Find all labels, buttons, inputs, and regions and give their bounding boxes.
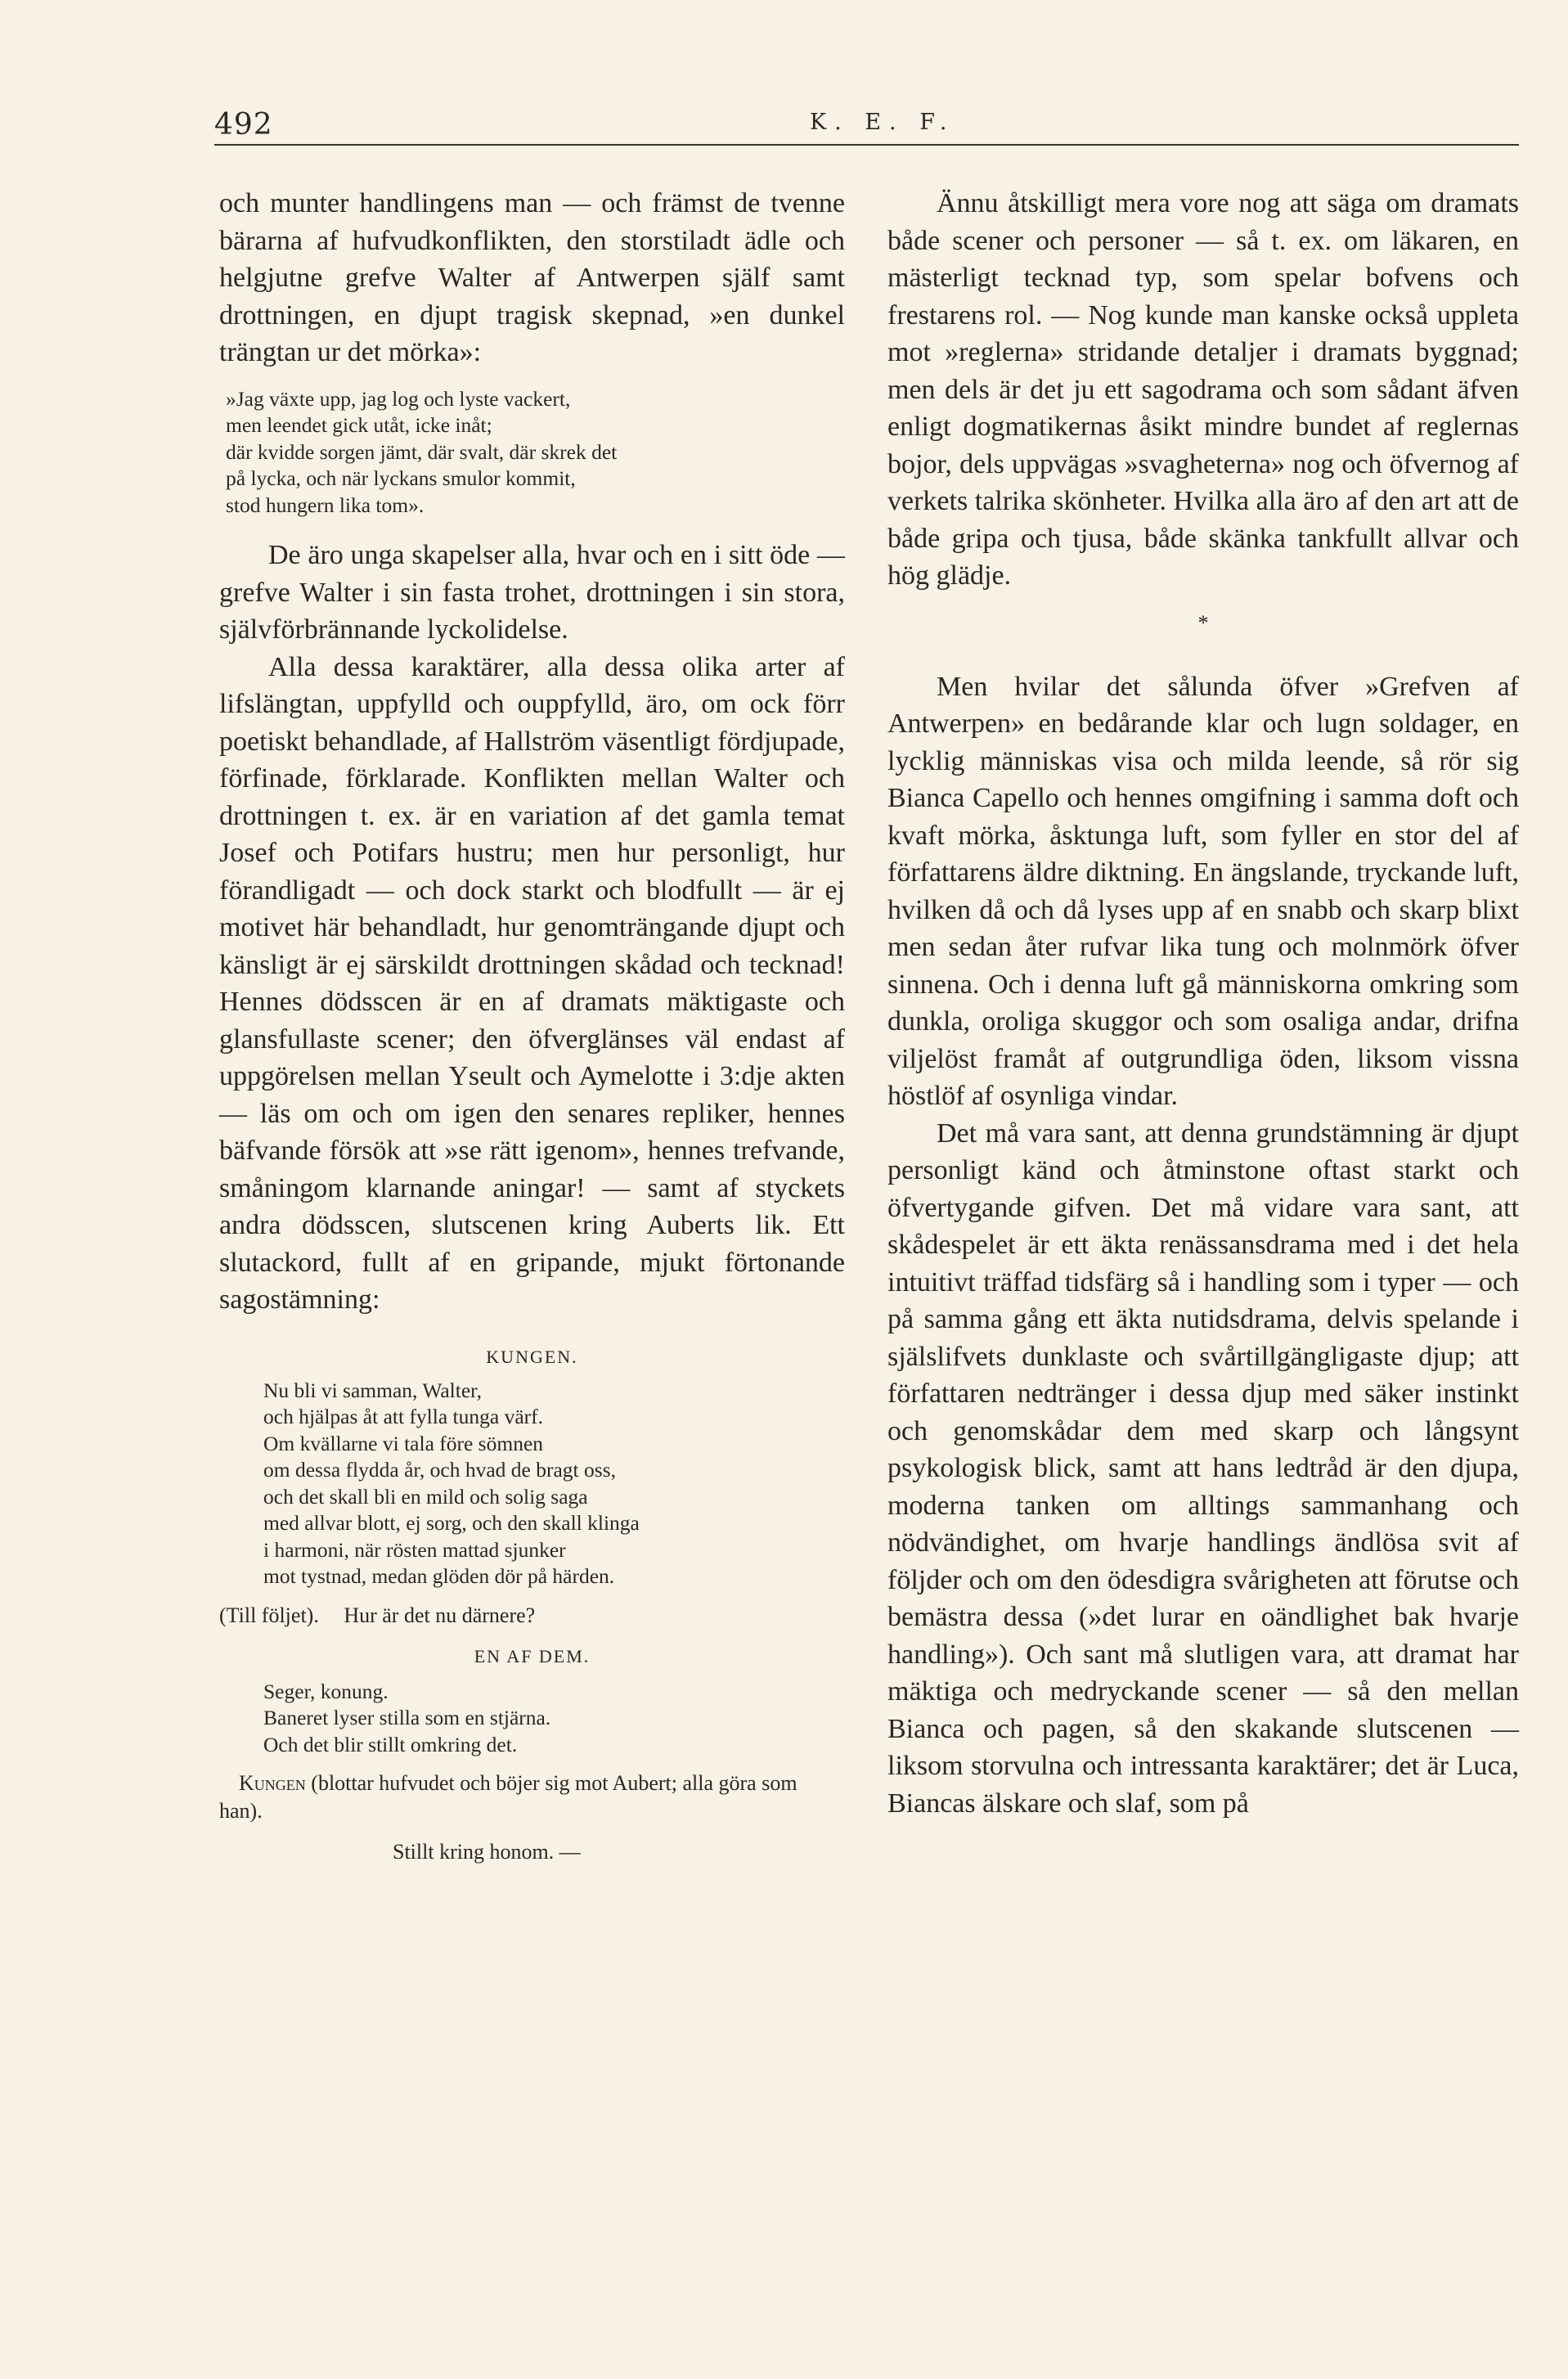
- verse-line: Baneret lyser stilla som en stjärna.: [263, 1706, 551, 1729]
- right-column: [887, 185, 1519, 1822]
- stage-direction-text: (Till följet).: [219, 1603, 319, 1627]
- verse-line: Seger, konung.: [263, 1679, 389, 1703]
- left-column: [219, 185, 845, 1866]
- verse-line: stod hungern lika tom».: [226, 492, 425, 517]
- verse-line: Och det blir stillt omkring det.: [263, 1732, 518, 1756]
- verse-line: Om kvällarne vi tala före sömnen: [263, 1431, 544, 1455]
- speaker-name: EN AF DEM.: [474, 1645, 591, 1666]
- speaker-name-inline: Kungen: [239, 1771, 306, 1795]
- dialogue-line: Stillt kring honom. —: [393, 1840, 581, 1864]
- verse-line: Nu bli vi samman, Walter,: [263, 1378, 482, 1402]
- verse-quote: [222, 386, 845, 519]
- verse-line: och hjälpas åt att fylla tunga värf.: [263, 1405, 543, 1428]
- verse-line: »Jag växte upp, jag log och lyste vackert,: [226, 386, 571, 411]
- verse-quote: [260, 1378, 845, 1590]
- running-head: K. E. F.: [810, 110, 955, 135]
- verse-line: men leendet gick utåt, icke inåt;: [226, 413, 492, 437]
- verse-quote: [260, 1679, 845, 1759]
- stage-direction: [219, 1602, 845, 1630]
- verse-line: på lycka, och när lyckans smulor kommit,: [226, 466, 576, 490]
- verse-line: om dessa flydda år, och hvad de bragt oss,: [263, 1458, 616, 1482]
- section-asterism: *: [1197, 610, 1209, 635]
- stage-direction: [219, 1770, 845, 1825]
- verse-line: i harmoni, när rösten mattad sjunker: [263, 1537, 566, 1562]
- speaker-name: KUNGEN.: [486, 1346, 578, 1367]
- verse-line: och det skall bli en mild och solig saga: [263, 1484, 588, 1509]
- stage-direction-text: (blottar hufvudet och böjer sig mot Aubert; alla göra som han).: [219, 1771, 797, 1823]
- paragraph: och munter handlingens man — och främst de tvenne bärarna af hufvudkonflikten, den storstiladt ädle och helgjutne grefve Walter af Antwerpen själf samt drottningen, en djupt tragisk skepnad, »en dunkel trängtan ur det mörka»:: [219, 188, 845, 367]
- verse-line: med allvar blott, ej sorg, och den skall klinga: [263, 1511, 640, 1535]
- header-rule: [214, 144, 1519, 146]
- verse-line: mot tystnad, medan glöden dör på härden.: [263, 1564, 615, 1588]
- dialogue-line: Hur är det nu därnere?: [344, 1603, 536, 1627]
- page-number: 492: [214, 108, 273, 142]
- verse-line: där kvidde sorgen jämt, där svalt, där skrek det: [226, 439, 618, 464]
- paragraph: Alla dessa karaktärer, alla dessa olika arter af lifslängtan, uppfylld och ouppfylld, äro, om ock förr poetiskt behandlade, af Hallström väsentligt fördjupade, förfinade, förklarade. Konflikten mellan Walter och drottningen t. ex. är en variation af det gamla temat Josef och Potifars hustru; men hur personligt, hur förandligadt — och dock starkt och blodfullt — är ej motivet här behandladt, hur genomträngande djupt och känsligt är ej särskildt drottningen skådad och tecknad! Hennes dödsscen är en af dramats mäktigaste och glansfullaste scener; den öfverglänses väl endast af uppgörelsen mellan Yseult och Aymelotte i 3:dje akten — läs om och om igen den senares repliker, hennes bäfvande försök att »se rätt igenom», hennes trefvande, småningom klarnande aningar! — samt af styckets andra dödsscen, slutscenen kring Auberts lik. Ett slutackord, fullt af en gripande, mjukt förtonande sagostämning:: [219, 651, 845, 1315]
- page-header: [214, 97, 1519, 147]
- paragraph: Ännu åtskilligt mera vore nog att säga om dramats både scener och personer — så t. ex. om läkaren, en mästerligt tecknad typ, som spelar bofvens och frestarens rol. — Nog kunde man kanske också uppleta mot »reglerna» stridande detaljer i dramats byggnad; men dels är det ju ett sagodrama och som sådant äfven enligt dogmatikernas åsikt mindre bundet af reglernas bojor, dels uppvägas »svagheterna» nog och öfvernog af verkets talrika skönheter. Hvilka alla äro af den art att de både gripa och tjusa, både skänka tankfullt allvar och hög glädje.: [887, 188, 1519, 591]
- paragraph: Men hvilar det sålunda öfver »Grefven af Antwerpen» en bedårande klar och lugn soldager, en lycklig människas visa och milda leende, så rör sig Bianca Capello och hennes omgifning i samma doft och kvaft mörka, åsktunga luft, som fyller en stor del af författarens äldre diktning. En ängslande, tryckande luft, hvilken då och då lyses upp af en snabb och skarp blixt men sedan åter rufvar lika tung och molnmörk öfver sinnena. Och i denna luft gå människorna omkring som dunkla, oroliga skuggor och som osaliga andar, drifna viljelöst framåt af outgrundliga öden, liksom vissna höstlöf af osynliga vindar.: [887, 671, 1519, 1111]
- paragraph: De äro unga skapelser alla, hvar och en i sitt öde — grefve Walter i sin fasta trohet, drottningen i sin stora, självförbrännande lyckolidelse.: [219, 540, 845, 645]
- paragraph: Det må vara sant, att denna grundstämning är djupt personligt känd och åtminstone oftast starkt och öfvertygande gifven. Det må vidare vara sant, att skådespelet är ett äkta renässansdrama med i det hela intuitivt träffad tidsfärg så i handling som i typer — och på samma gång ett äkta nutidsdrama, delvis spelande i själslifvets dunklaste och svårtillgängligaste djup; att författaren nedtränger i dessa djup med säker instinkt och genomskådar dem med skarp och långsynt psykologisk blick, samt att hans ledtråd är den djupa, moderna tanken om alltings sammanhang och nödvändighet, om hvarje handlings ändlösa svit af följder och om den ödesdigra svårigheten att förutse och bemästra dessa (»det lurar en oändlighet bak hvarje handling»). Och sant må slutligen vara, att dramat har mäktiga och medryckande scener — så den mellan Bianca och pagen, så den skakande slutscenen — liksom storvulna och intressanta karaktärer; det är Luca, Biancas älskare och slaf, som på: [887, 1118, 1519, 1819]
